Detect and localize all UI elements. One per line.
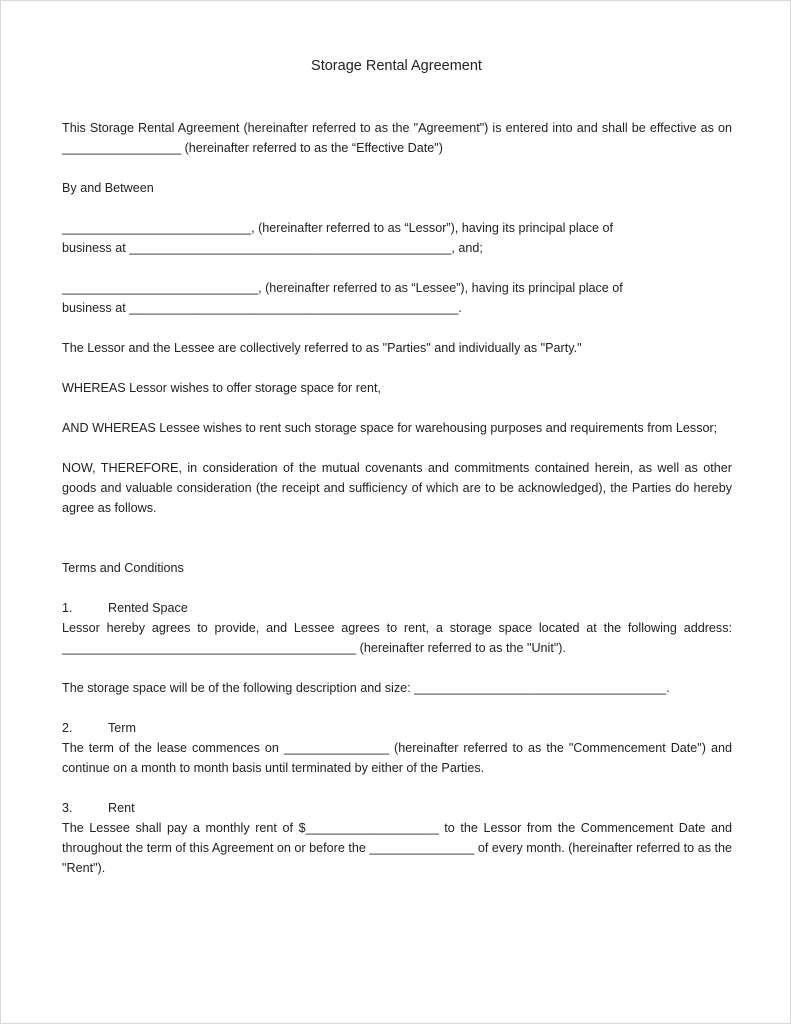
document-body (62, 118, 732, 878)
section-title: Term (108, 721, 136, 735)
document-title: Storage Rental Agreement (311, 58, 482, 74)
section-heading (62, 718, 732, 738)
section-number: 1. (62, 601, 73, 615)
lessee-line-2: business at _______________________________________________. (62, 301, 462, 315)
by-and-between: By and Between (62, 181, 154, 195)
intro-paragraph: This Storage Rental Agreement (hereinafter referred to as the "Agreement") is entered into and shall be effective as on _________________ (hereinafter referred to as the “Effective Date") (62, 121, 732, 155)
lessee-line-1: ____________________________, (hereinafter referred to as “Lessee”), having its principal place of (62, 281, 623, 295)
whereas-lessee: AND WHEREAS Lessee wishes to rent such storage space for warehousing purposes and requirements from Lessor; (62, 421, 718, 435)
section-body: Lessor hereby agrees to provide, and Lessee agrees to rent, a storage space located at the following address: __________________________________________ (hereinafter referred to as the "Unit"). (62, 621, 732, 655)
section-body: The Lessee shall pay a monthly rent of $___________________ to the Lessor from the Commencement Date and throughout the term of this Agreement on or before the _______________ of every month. (hereinafter referred to as the "Rent"). (62, 821, 732, 875)
section-number: 3. (62, 801, 73, 815)
section-body-extra: The storage space will be of the following description and size: ____________________________________. (62, 681, 670, 695)
section-title: Rented Space (108, 601, 188, 615)
lessor-line-2: business at ______________________________________________, and; (62, 241, 483, 255)
section-body: The term of the lease commences on _______________ (hereinafter referred to as the "Commencement Date") and continue on a month to month basis until terminated by either of the Parties. (62, 741, 732, 775)
parties-paragraph: The Lessor and the Lessee are collectively referred to as "Parties" and individually as "Party." (62, 341, 582, 355)
section-heading (62, 598, 732, 618)
section-number: 2. (62, 721, 73, 735)
section-title: Rent (108, 801, 135, 815)
whereas-lessor: WHEREAS Lessor wishes to offer storage space for rent, (62, 381, 381, 395)
section-heading (62, 798, 732, 818)
now-therefore-paragraph: NOW, THEREFORE, in consideration of the mutual covenants and commitments contained herein, as well as other goods and valuable consideration (the receipt and sufficiency of which are to be acknowledged), the Parties do hereby agree as follows. (62, 461, 732, 515)
terms-heading: Terms and Conditions (62, 561, 184, 575)
lessor-line-1: ___________________________, (hereinafter referred to as “Lessor”), having its principal place of (62, 221, 613, 235)
